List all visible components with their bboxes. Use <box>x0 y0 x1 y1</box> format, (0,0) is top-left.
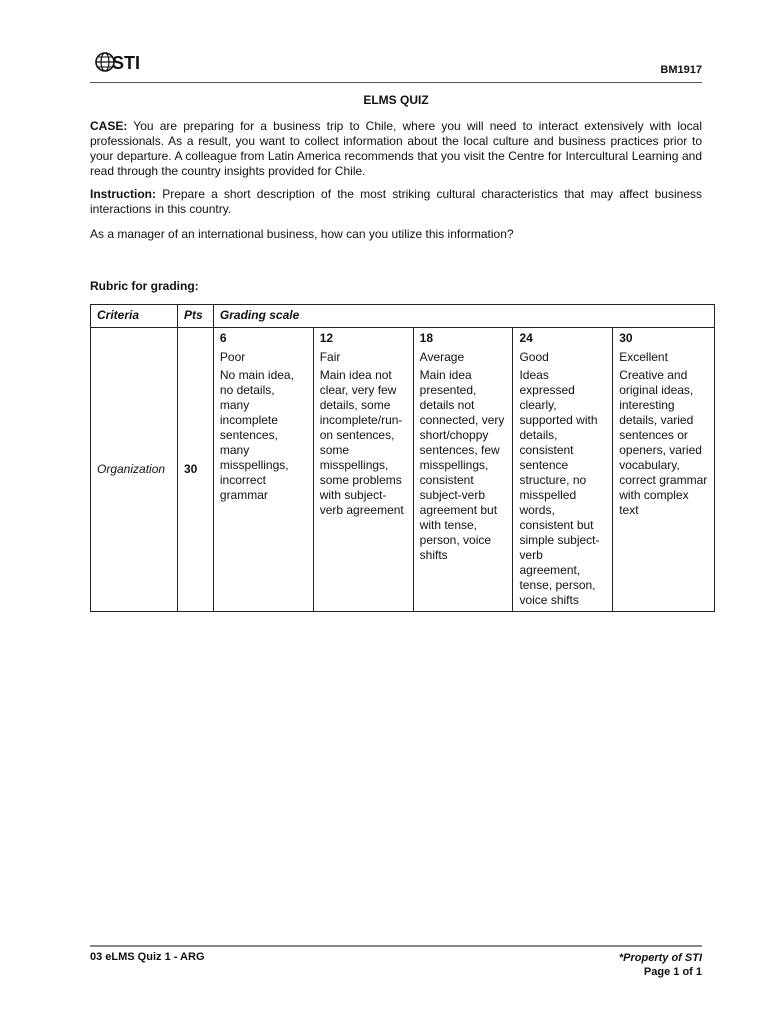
question-text: As a manager of an international business, how can you utilize this information? <box>90 227 514 241</box>
logo-text: STI <box>112 53 141 73</box>
table-header-row <box>91 305 715 328</box>
level-score: 12 <box>319 331 334 345</box>
level-label: Excellent <box>619 350 668 364</box>
level-description: Creative and original ideas, interesting details, varied sentences or openers, varied vocabulary, correct grammar with complex text <box>619 368 708 517</box>
pts-cell: 30 <box>177 328 213 612</box>
level-label: Good <box>519 350 549 364</box>
instruction-text: Prepare a short description of the most striking cultural characteristics that may affect business interactions in this country. <box>90 187 702 216</box>
level-cell-12 <box>313 328 413 612</box>
doc-code: BM1917 <box>660 64 702 76</box>
case-label: CASE: <box>90 119 128 133</box>
level-cell-18 <box>413 328 513 612</box>
footer-doc-name: 03 eLMS Quiz 1 - ARG <box>90 951 205 963</box>
footer-rule <box>90 945 702 947</box>
header-rule <box>90 82 702 83</box>
instruction-paragraph <box>90 187 702 217</box>
header-grading-scale: Grading scale <box>213 305 714 328</box>
level-score: 30 <box>619 331 633 345</box>
header-criteria: Criteria <box>91 305 178 328</box>
level-score: 6 <box>219 331 227 345</box>
level-cell-6 <box>213 328 313 612</box>
table-row <box>91 328 715 612</box>
level-cell-24 <box>513 328 613 612</box>
level-label: Fair <box>319 350 341 364</box>
case-paragraph <box>90 119 702 179</box>
footer-right <box>619 951 702 979</box>
instruction-label: Instruction: <box>90 187 156 201</box>
header-pts: Pts <box>177 305 213 328</box>
level-label: Poor <box>219 350 246 364</box>
case-text: You are preparing for a business trip to Chile, where you will need to interact extensively with local professionals. As a result, you want to collect information about the local culture and business practices prior to your departure. A colleague from Latin America recommends that you visit the Centre for Intercultural Learning and read through the country insights provided for Chile. <box>90 119 702 178</box>
rubric-heading: Rubric for grading: <box>90 279 199 293</box>
level-label: Average <box>419 350 465 364</box>
level-cell-30 <box>613 328 715 612</box>
criteria-cell: Organization <box>91 328 178 612</box>
level-description: Main idea presented, details not connected, very short/choppy sentences, few misspellings, consistent subject-verb agreement but with tense, person, voice shifts <box>419 368 505 562</box>
page-number: Page 1 of 1 <box>643 966 702 978</box>
property-notice: *Property of STI <box>618 952 702 964</box>
sti-logo <box>95 50 155 74</box>
level-description: Ideas expressed clearly, supported with details, consistent sentence structure, no misspelled words, consistent but simple subject-verb agreement, tense, person, voice shifts <box>519 368 600 607</box>
level-description: No main idea, no details, many incomplete sentences, many misspellings, incorrect grammar <box>219 368 294 502</box>
level-score: 24 <box>519 331 533 345</box>
page-title: ELMS QUIZ <box>363 93 429 107</box>
rubric-table <box>90 304 715 612</box>
level-score: 18 <box>419 331 434 345</box>
level-description: Main idea not clear, very few details, some incomplete/run-on sentences, some misspellings, some problems with subject-verb agreement <box>319 368 404 517</box>
